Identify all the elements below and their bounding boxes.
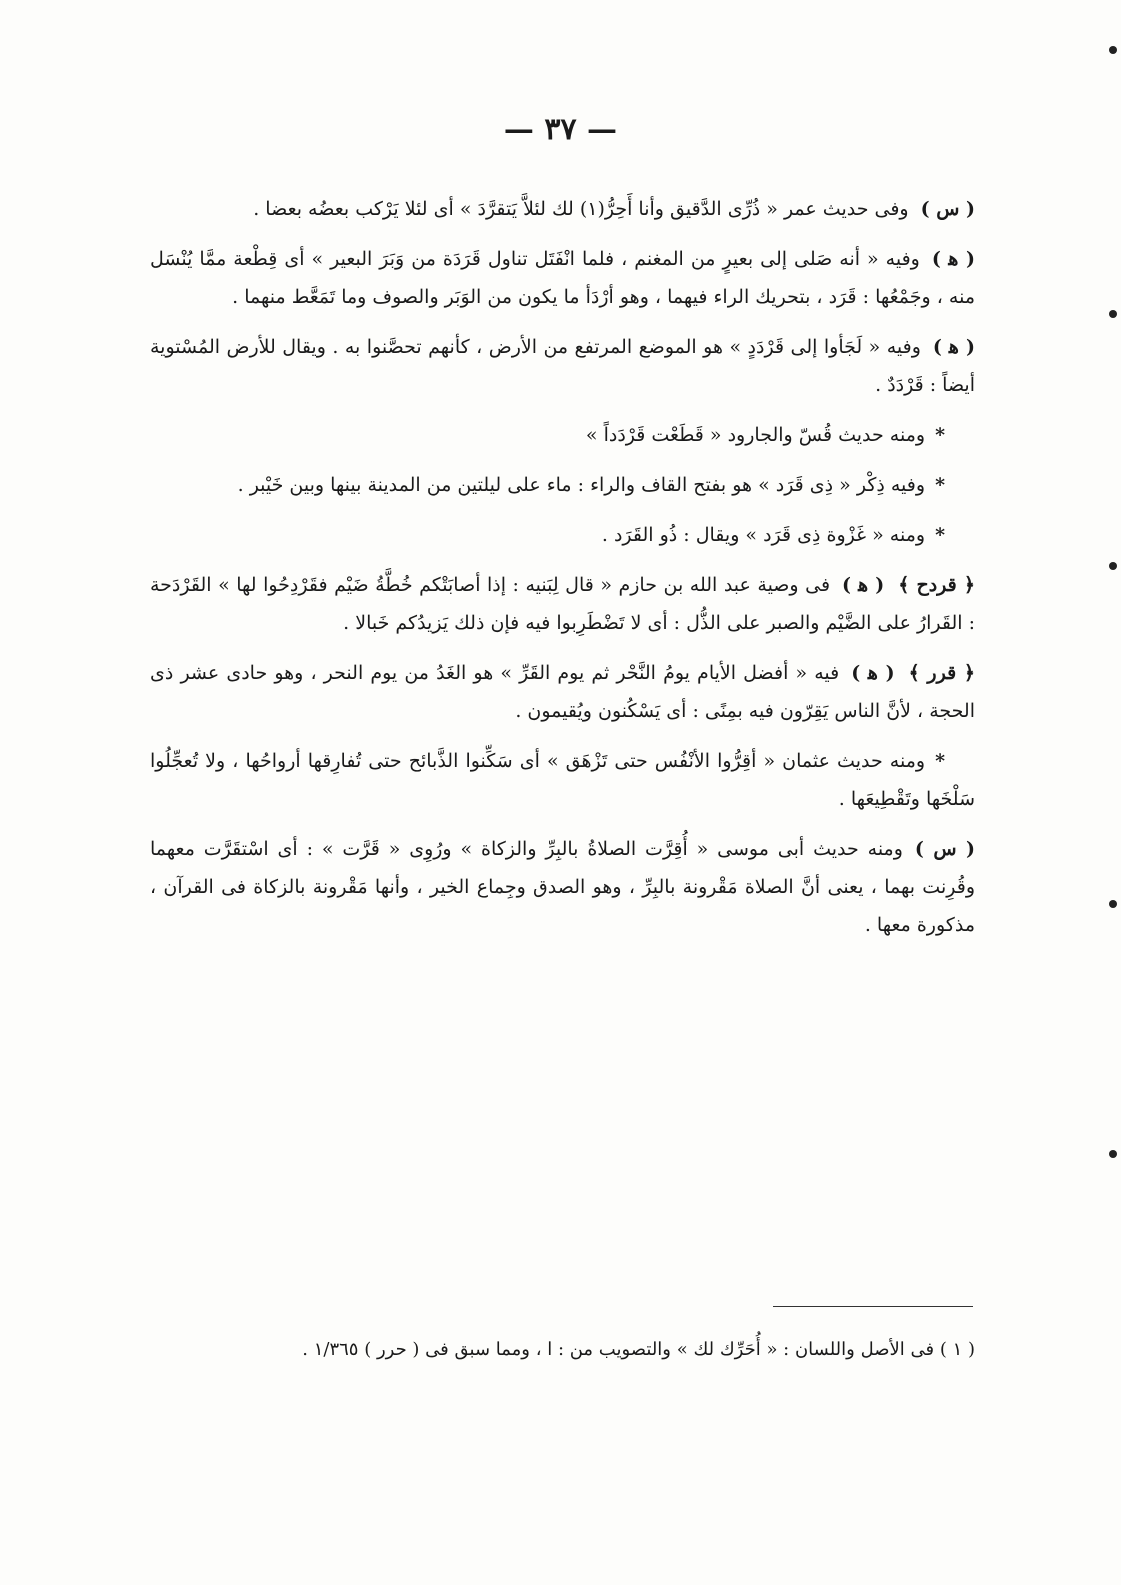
paragraph-text: ومنه حديث عثمان « أقِرُّوا الأنْفُس حتى تَزْهَق » أى سَكِّنوا الذَّبائح حتى تُفارِقها أرواحُها ، ولا تُعجِّلُوا سَلْخَها وتَقْطِيعَها . <box>150 750 975 810</box>
entry-heading: ﴿ قرر ﴾ <box>908 662 975 684</box>
paragraph-8 <box>150 654 975 730</box>
paragraph-text: وفيه « أنه صَلى إلى بعيرٍ من المغنم ، فلما انْفَتَل تناول قَرَدَة من وَبَرَ البعير » أى قِطْعة ممَّا يُنْسَل منه ، وجَمْعُها : قَرَد ، بتحريك الراء فيهما ، وهو أرْدَأ ما يكون من الوَبَر والصوف وما تَمَعَّط منهما . <box>150 248 975 308</box>
source-tag: ( ﻫ ) <box>931 248 975 270</box>
paragraph-6 <box>150 516 975 554</box>
source-tag: ( س ) <box>914 838 975 860</box>
entry-heading: ﴿ قردح ﴾ <box>898 574 975 596</box>
asterisk-marker: * <box>935 524 945 546</box>
paragraph-10 <box>150 830 975 944</box>
source-tag: ( ﻫ ) <box>851 662 895 684</box>
paragraph-9 <box>150 742 975 818</box>
paragraph-text: وفى حديث عمر « ذُرِّى الدَّقيق وأنا أَحِرُّ(١) لك لئلاَّ يَتقرَّدَ » أى لئلا يَرْكب بعضُه بعضا . <box>253 198 909 220</box>
source-tag: ( ﻫ ) <box>932 336 975 358</box>
paragraph-3 <box>150 328 975 404</box>
binding-hole-mark <box>1109 1150 1117 1158</box>
binding-hole-mark <box>1109 562 1117 570</box>
binding-hole-mark <box>1109 900 1117 908</box>
binding-hole-mark <box>1109 310 1117 318</box>
paragraph-text: وفيه « لَجَأوا إلى قَرْدَدٍ » هو الموضع المرتفع من الأرض ، كأنهم تحصَّنوا به . ويقال للأرض المُسْتوية أيضاً : قَرْدَدٌ . <box>150 336 975 396</box>
paragraph-4 <box>150 416 975 454</box>
paragraph-text: وفيه ذِكْر « ذِى قَرَد » هو بفتح القاف والراء : ماء على ليلتين من المدينة بينها وبين خَيْبر . <box>237 474 926 496</box>
source-tag: ( ﻫ ) <box>842 574 885 596</box>
asterisk-marker: * <box>935 750 945 772</box>
paragraph-text: فى وصية عبد الله بن حازم « قال لِبَنيه : إذا أصابَتْكم خُطَّةُ ضَيْم فقَرْدِحُوا لها » القَرْدَحة : القَرارُ على الضَّيْم والصبر على الذُّل : أى لا تَضْطَرِبوا فيه فإن ذلك يَزيدُكم خَبالا . <box>150 574 975 634</box>
paragraph-text: ومنه حديث قُسّ والجارود « قَطَعْت قَرْدَداً » <box>585 424 926 446</box>
paragraph-5 <box>150 466 975 504</box>
paragraph-text: فيه « أفضل الأيام يومُ النَّحْر ثم يوم القَرِّ » هو الغَدُ من يوم النحر ، وهو حادى عشر ذى الحجة ، لأنَّ الناس يَقِرّون فيه بمِنًى : أى يَسْكُنون ويُقيمون . <box>150 662 975 722</box>
paragraph-1 <box>150 190 975 228</box>
paragraph-7 <box>150 566 975 642</box>
paragraph-2 <box>150 240 975 316</box>
footnote: ( ١ ) فى الأصل واللسان : « أُحَرِّك لك » والتصويب من : ا ، ومما سبق فى ( حرر ) ١/٣٦٥ . <box>302 1339 975 1360</box>
source-tag: ( س ) <box>920 198 975 220</box>
asterisk-marker: * <box>935 424 945 446</box>
paragraph-text: ومنه حديث أبى موسى « أُقِرَّت الصلاةُ بالبِرِّ والزكاة » ورُوِى « قَرَّت » : أى اسْتقَرَّت معهما وقُرِنت بهما ، يعنى أنَّ الصلاة مَقْرونة بالبِرِّ ، وهو الصدق وجِماع الخير ، وأنها مَقْرونة بالزكاة فى القرآن ، مذكورة معها . <box>150 838 975 936</box>
asterisk-marker: * <box>935 474 945 496</box>
page-number: — ٣٧ — <box>503 112 618 147</box>
paragraph-text: ومنه « غَزْوة ذِى قَرَد » ويقال : ذُو القَرَد . <box>601 524 926 546</box>
binding-hole-mark <box>1109 46 1117 54</box>
footnote-divider <box>773 1306 973 1307</box>
main-text <box>150 190 975 944</box>
